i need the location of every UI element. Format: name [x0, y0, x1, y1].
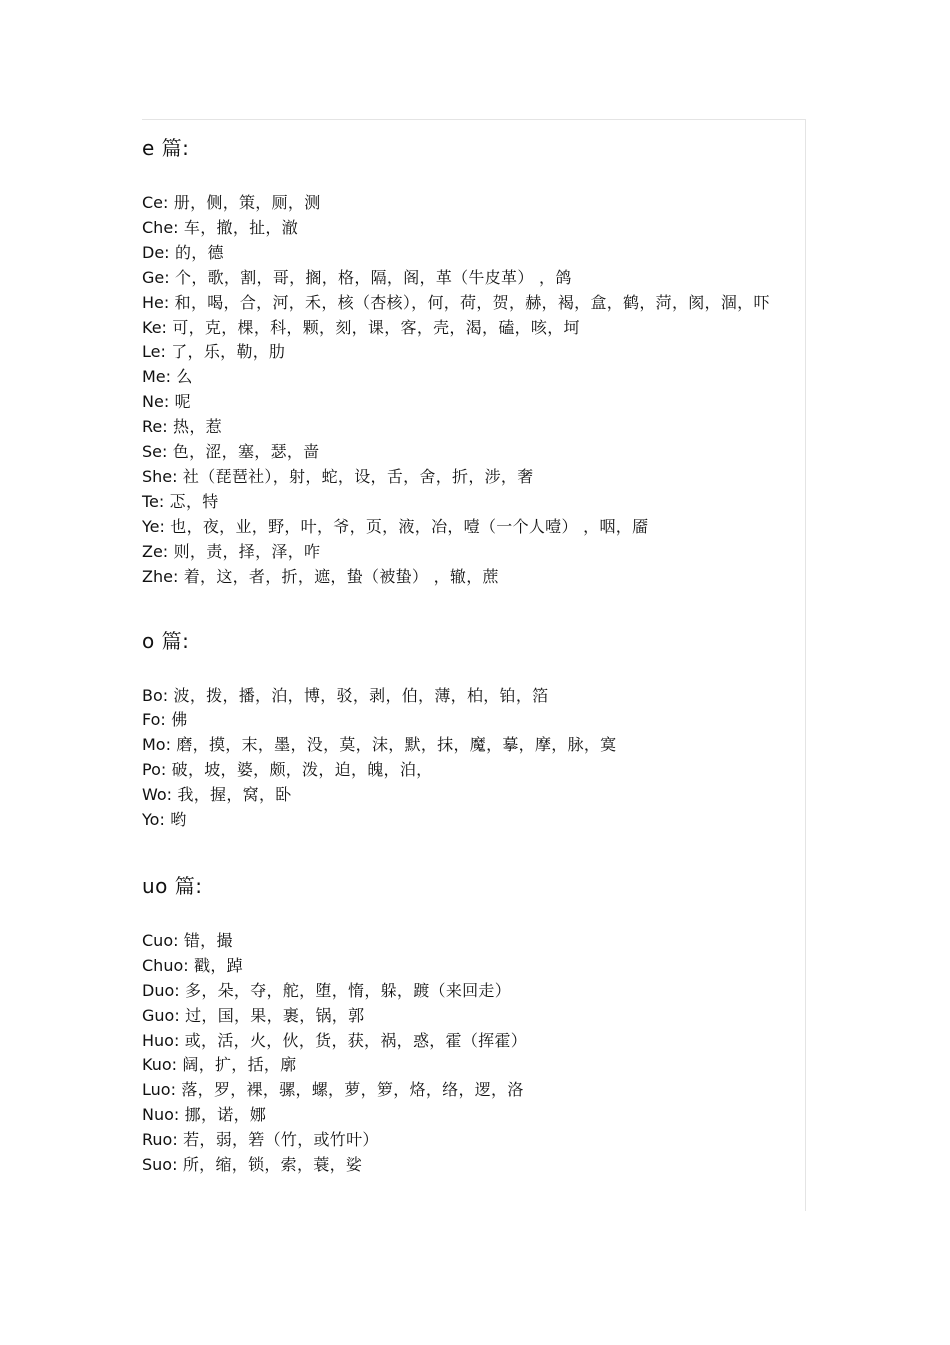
pinyin-key: Bo:: [142, 685, 169, 705]
entry-list: [142, 191, 792, 590]
character-list: 佛: [165, 710, 188, 730]
section-heading: e 篇:: [142, 136, 190, 160]
section-o: [142, 628, 792, 833]
pinyin-key: Luo:: [142, 1080, 176, 1100]
character-list: 所，缩，锁，索，蓑，娑: [177, 1155, 363, 1175]
document-content: [142, 120, 792, 1178]
entry-row: [142, 291, 792, 316]
entry-row: [142, 565, 792, 590]
character-list: 册，侧，策，厕，测: [168, 193, 321, 212]
entry-row: [142, 390, 792, 415]
pinyin-key: Zhe:: [142, 566, 179, 586]
entry-row: [142, 1153, 792, 1178]
entry-row: [142, 954, 792, 979]
pinyin-key: Po:: [142, 760, 167, 780]
pinyin-key: Ke:: [142, 317, 167, 337]
pinyin-key: Che:: [142, 217, 179, 237]
pinyin-key: Duo:: [142, 980, 180, 1000]
pinyin-key: Ye:: [142, 516, 165, 536]
entry-row: [142, 979, 792, 1004]
entry-row: [142, 758, 792, 783]
pinyin-key: Se:: [142, 442, 168, 462]
pinyin-key: De:: [142, 242, 170, 262]
character-list: 挪，诺，娜: [179, 1105, 267, 1125]
character-list: 也，夜，业，野，叶，爷，页，液，冶，噎（一个人噎） ，咽，靥: [164, 516, 649, 536]
character-list: 个，歌，割，哥，搁，格，隔，阁，革（牛皮革） ，鸽: [169, 267, 572, 287]
entry-row: [142, 490, 792, 515]
pinyin-key: Fo:: [142, 710, 166, 730]
entry-row: [142, 684, 792, 709]
entry-row: [142, 733, 792, 758]
section-uo: [142, 873, 792, 1178]
entry-row: [142, 1103, 792, 1128]
character-list: 破，坡，婆，颇，泼，迫，魄，泊，: [166, 760, 433, 780]
character-list: 磨，摸，末，墨，没，莫，沫，默，抹，魔，摹，摩，脉，寞: [170, 735, 617, 755]
pinyin-key: Huo:: [142, 1030, 180, 1050]
entry-row: [142, 216, 792, 241]
character-list: 落，罗，裸，骡，螺，萝，箩，烙，络，逻，洛: [175, 1080, 524, 1100]
pinyin-key: Re:: [142, 417, 168, 437]
entry-row: [142, 1029, 792, 1054]
pinyin-key: Cuo:: [142, 930, 179, 950]
character-list: 了，乐，勒，肋: [165, 342, 286, 362]
character-list: 则，责，择，泽，咋: [168, 541, 321, 561]
pinyin-key: Ce:: [142, 193, 169, 212]
character-list: 波，拨，播，泊，博，驳，剥，伯，薄，柏，铂，箔: [168, 685, 549, 705]
pinyin-key: Chuo:: [142, 955, 189, 975]
pinyin-key: Nuo:: [142, 1105, 180, 1125]
entry-row: [142, 708, 792, 733]
entry-row: [142, 1128, 792, 1153]
character-list: 阔，扩，括，廓: [177, 1055, 297, 1075]
character-list: 我，握，窝，卧: [172, 785, 292, 805]
pinyin-key: Le:: [142, 342, 166, 362]
entry-list: [142, 684, 792, 833]
character-list: 忑，特: [164, 491, 219, 511]
character-list: 车，撤，扯，澈: [178, 217, 299, 237]
entry-row: [142, 783, 792, 808]
entry-row: [142, 1004, 792, 1029]
character-list: 或，活，火，伙，货，获，祸，惑，霍（挥霍）: [179, 1030, 528, 1050]
pinyin-key: Yo:: [142, 810, 165, 830]
entry-row: [142, 440, 792, 465]
pinyin-key: Ze:: [142, 541, 169, 561]
entry-list: [142, 929, 792, 1178]
entry-row: [142, 929, 792, 954]
character-list: 色，涩，塞，瑟，啬: [167, 442, 320, 462]
pinyin-key: He:: [142, 292, 170, 312]
entry-row: [142, 808, 792, 833]
pinyin-key: Me:: [142, 367, 172, 387]
character-list: 过，国，果，裹，锅，郭: [179, 1005, 365, 1025]
entry-row: [142, 515, 792, 540]
character-list: 热，惹: [167, 417, 222, 437]
character-list: 错，撮: [178, 930, 233, 950]
pinyin-key: She:: [142, 466, 178, 486]
character-list: 的，德: [169, 242, 224, 262]
character-list: 若，弱，箬（竹，或竹叶）: [177, 1130, 379, 1150]
entry-row: [142, 365, 792, 390]
entry-row: [142, 465, 792, 490]
entry-row: [142, 191, 792, 216]
character-list: 多，朵，夺，舵，堕，惰，躲，踱（来回走）: [179, 980, 512, 1000]
entry-row: [142, 1078, 792, 1103]
character-list: 么: [171, 367, 193, 387]
section-heading: o 篇:: [142, 628, 190, 653]
character-list: 可，克，棵，科，颗，刻，课，客，壳，渴，磕，咳，坷: [166, 317, 580, 337]
pinyin-key: Wo:: [142, 785, 173, 805]
entry-row: [142, 266, 792, 291]
character-list: 哟: [164, 810, 187, 830]
pinyin-key: Te:: [142, 491, 165, 511]
entry-row: [142, 316, 792, 341]
pinyin-key: Guo:: [142, 1005, 180, 1025]
section-heading: uo 篇:: [142, 873, 203, 898]
pinyin-key: Ge:: [142, 267, 170, 287]
pinyin-key: Mo:: [142, 735, 171, 755]
pinyin-key: Ne:: [142, 392, 170, 412]
character-list: 戳，踔: [188, 955, 243, 975]
character-list: 和，喝，合，河，禾，核（杏核），何，荷，贺，赫，褐，盒，鹤，菏，阂，涸，吓: [169, 292, 770, 312]
pinyin-key: Ruo:: [142, 1130, 178, 1150]
pinyin-key: Kuo:: [142, 1055, 178, 1075]
entry-row: [142, 540, 792, 565]
section-e: [142, 135, 792, 590]
character-list: 呢: [169, 392, 191, 412]
entry-row: [142, 1053, 792, 1078]
character-list: 社（琵琶社），射，蛇，设，舌，舍，折，涉，奢: [177, 466, 534, 486]
entry-row: [142, 415, 792, 440]
document-page: [142, 119, 806, 1211]
character-list: 着，这，者，折，遮，蛰（被蛰） ，辙，蔗: [178, 566, 499, 586]
entry-row: [142, 241, 792, 266]
entry-row: [142, 340, 792, 365]
pinyin-key: Suo:: [142, 1155, 178, 1175]
